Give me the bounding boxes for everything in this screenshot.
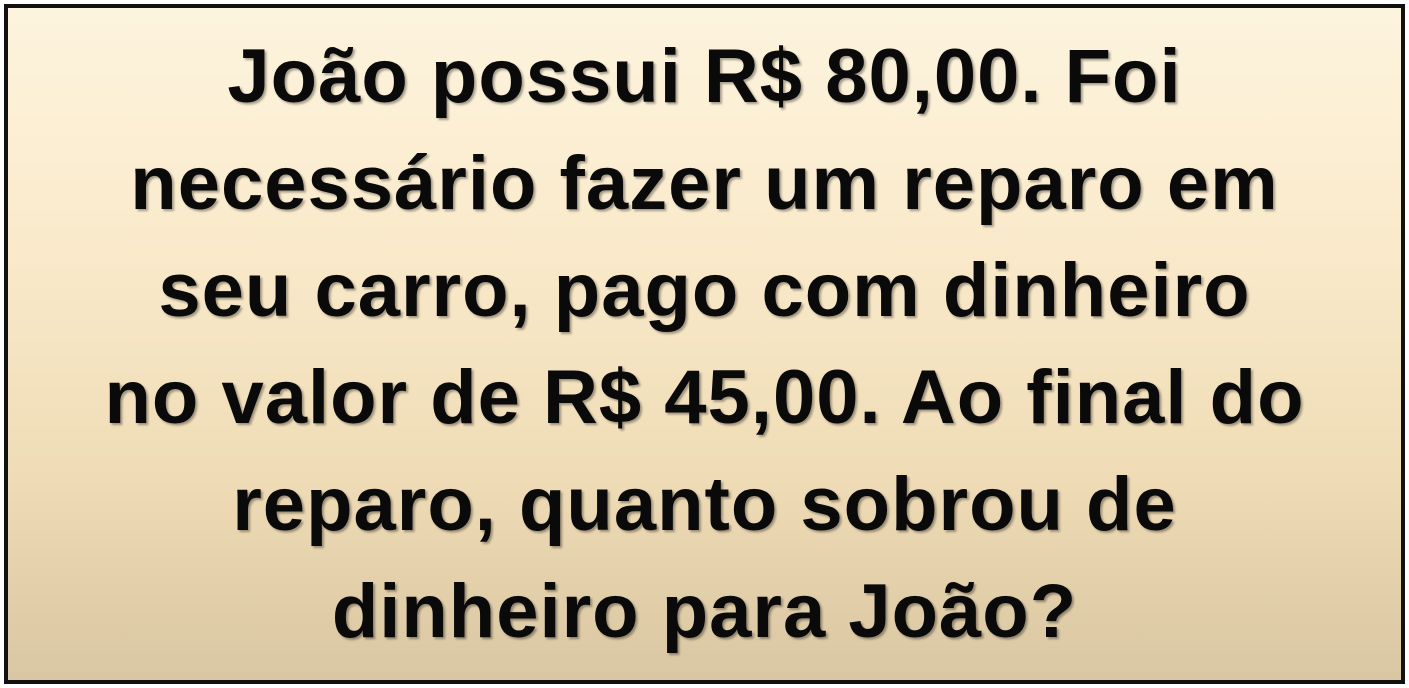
question-line-1: João possui R$ 80,00. Foi [227, 34, 1182, 119]
question-card [4, 4, 1405, 684]
question-line-5: reparo, quanto sobrou de [232, 462, 1177, 547]
question-line-6: dinheiro para João? [331, 569, 1078, 654]
question-line-2: necessário fazer um reparo em [130, 141, 1279, 226]
question-line-4: no valor de R$ 45,00. Ao final do [104, 355, 1305, 440]
question-text [104, 23, 1304, 665]
question-line-3: seu carro, pago com dinheiro [158, 248, 1251, 333]
